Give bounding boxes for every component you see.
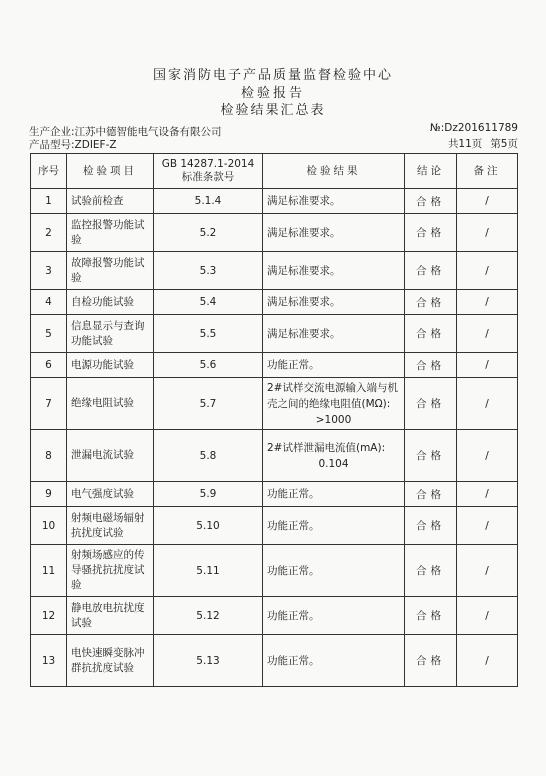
table-header-row <box>31 154 518 189</box>
row-clause: 5.2 <box>154 214 263 252</box>
row-number: 4 <box>31 290 67 315</box>
row-conclusion: 合格 <box>405 290 457 315</box>
table-row <box>31 507 518 545</box>
row-note: / <box>457 189 518 214</box>
row-note: / <box>457 214 518 252</box>
row-result <box>263 597 405 635</box>
header-no: 序号 <box>31 154 67 189</box>
row-note: / <box>457 353 518 378</box>
table-row <box>31 315 518 353</box>
row-item: 静电放电抗扰度试验 <box>67 597 154 635</box>
row-number: 7 <box>31 378 67 430</box>
row-item: 绝缘电阻试验 <box>67 378 154 430</box>
row-note: / <box>457 315 518 353</box>
table-row <box>31 214 518 252</box>
table-row <box>31 597 518 635</box>
row-result <box>263 353 405 378</box>
row-note: / <box>457 252 518 290</box>
result-text: 2#试样泄漏电流值(mA): <box>267 441 386 454</box>
row-note: / <box>457 507 518 545</box>
row-clause: 5.12 <box>154 597 263 635</box>
table-row <box>31 430 518 482</box>
row-conclusion: 合格 <box>405 252 457 290</box>
row-number: 8 <box>31 430 67 482</box>
row-number: 5 <box>31 315 67 353</box>
result-text: 满足标准要求。 <box>267 264 341 277</box>
model-label: 产品型号: <box>29 139 75 151</box>
row-clause: 5.3 <box>154 252 263 290</box>
row-conclusion: 合格 <box>405 189 457 214</box>
result-value: 0.104 <box>318 457 349 470</box>
row-conclusion: 合格 <box>405 378 457 430</box>
page-number: 第5页 <box>490 138 518 150</box>
row-result <box>263 315 405 353</box>
row-number: 2 <box>31 214 67 252</box>
table-row <box>31 252 518 290</box>
row-clause: 5.13 <box>154 635 263 687</box>
row-clause: 5.9 <box>154 482 263 507</box>
row-item: 故障报警功能试验 <box>67 252 154 290</box>
company-name: 江苏中德智能电气设备有限公司 <box>74 126 222 138</box>
table-row <box>31 545 518 597</box>
row-result <box>263 252 405 290</box>
table-row <box>31 189 518 214</box>
row-conclusion: 合格 <box>405 353 457 378</box>
total-pages: 共11页 <box>447 138 483 150</box>
company-label: 生产企业: <box>29 126 75 138</box>
row-number: 13 <box>31 635 67 687</box>
row-note: / <box>457 597 518 635</box>
row-result <box>263 507 405 545</box>
header-clause-label: 标准条款号 <box>181 171 235 183</box>
row-item: 监控报警功能试验 <box>67 214 154 252</box>
row-note: / <box>457 545 518 597</box>
row-item: 泄漏电流试验 <box>67 430 154 482</box>
row-note: / <box>457 430 518 482</box>
row-note: / <box>457 482 518 507</box>
report-number: №:Dz201611789 <box>429 122 518 134</box>
model-line <box>29 137 117 152</box>
table-body <box>31 189 518 687</box>
row-item: 试验前检查 <box>67 189 154 214</box>
result-text: 功能正常。 <box>267 519 320 532</box>
result-text: 功能正常。 <box>267 359 320 371</box>
header-result: 检验结果 <box>263 154 405 189</box>
row-note: / <box>457 378 518 430</box>
row-conclusion: 合格 <box>405 597 457 635</box>
row-clause: 5.6 <box>154 353 263 378</box>
row-conclusion: 合格 <box>405 214 457 252</box>
result-text: 满足标准要求。 <box>267 226 341 239</box>
summary-title: 检验结果汇总表 <box>220 103 326 118</box>
table-row <box>31 353 518 378</box>
row-item: 电快速瞬变脉冲群抗扰度试验 <box>67 635 154 687</box>
table-row <box>31 290 518 315</box>
table-row <box>31 378 518 430</box>
row-note: / <box>457 635 518 687</box>
row-result <box>263 635 405 687</box>
row-conclusion: 合格 <box>405 315 457 353</box>
row-result <box>263 430 405 482</box>
center-title: 国家消防电子产品质量监督检验中心 <box>152 68 393 83</box>
result-text: 功能正常。 <box>267 654 320 667</box>
result-text: 功能正常。 <box>267 609 320 622</box>
row-item: 射频场感应的传导骚扰抗扰度试验 <box>67 545 154 597</box>
row-item: 电源功能试验 <box>67 353 154 378</box>
row-conclusion: 合格 <box>405 507 457 545</box>
page-info <box>440 136 518 151</box>
row-conclusion: 合格 <box>405 635 457 687</box>
row-number: 1 <box>31 189 67 214</box>
row-item: 信息显示与查询功能试验 <box>67 315 154 353</box>
header-clause <box>154 154 263 189</box>
result-value: >1000 <box>315 413 352 426</box>
row-clause: 5.4 <box>154 290 263 315</box>
row-result <box>263 290 405 315</box>
row-result <box>263 214 405 252</box>
row-result <box>263 482 405 507</box>
result-text: 功能正常。 <box>267 564 320 577</box>
row-clause: 5.10 <box>154 507 263 545</box>
row-number: 10 <box>31 507 67 545</box>
row-number: 6 <box>31 353 67 378</box>
row-note: / <box>457 290 518 315</box>
row-conclusion: 合格 <box>405 430 457 482</box>
row-number: 11 <box>31 545 67 597</box>
report-title: 检验报告 <box>240 86 305 101</box>
header-note: 备注 <box>457 154 518 189</box>
row-clause: 5.1.4 <box>154 189 263 214</box>
result-text: 满足标准要求。 <box>267 327 341 340</box>
row-number: 3 <box>31 252 67 290</box>
table-row <box>31 635 518 687</box>
row-item: 自检功能试验 <box>67 290 154 315</box>
row-clause: 5.11 <box>154 545 263 597</box>
row-result <box>263 189 405 214</box>
row-conclusion: 合格 <box>405 482 457 507</box>
row-conclusion: 合格 <box>405 545 457 597</box>
row-number: 12 <box>31 597 67 635</box>
result-text: 功能正常。 <box>267 488 320 500</box>
header-clause-standard: GB 14287.1-2014 <box>161 158 255 170</box>
results-table <box>30 153 518 687</box>
row-result <box>263 545 405 597</box>
row-result <box>263 378 405 430</box>
header-item: 检验项目 <box>67 154 154 189</box>
row-number: 9 <box>31 482 67 507</box>
row-clause: 5.8 <box>154 430 263 482</box>
header-conclusion: 结论 <box>405 154 457 189</box>
model-value: ZDIEF-Z <box>74 139 117 151</box>
result-text: 2#试样交流电源输入端与机壳之间的绝缘电阻值(MΩ): <box>267 381 398 410</box>
row-item: 射频电磁场辐射抗扰度试验 <box>67 507 154 545</box>
row-clause: 5.7 <box>154 378 263 430</box>
result-text: 满足标准要求。 <box>267 195 341 207</box>
row-item: 电气强度试验 <box>67 482 154 507</box>
row-clause: 5.5 <box>154 315 263 353</box>
result-text: 满足标准要求。 <box>267 296 341 308</box>
table-row <box>31 482 518 507</box>
